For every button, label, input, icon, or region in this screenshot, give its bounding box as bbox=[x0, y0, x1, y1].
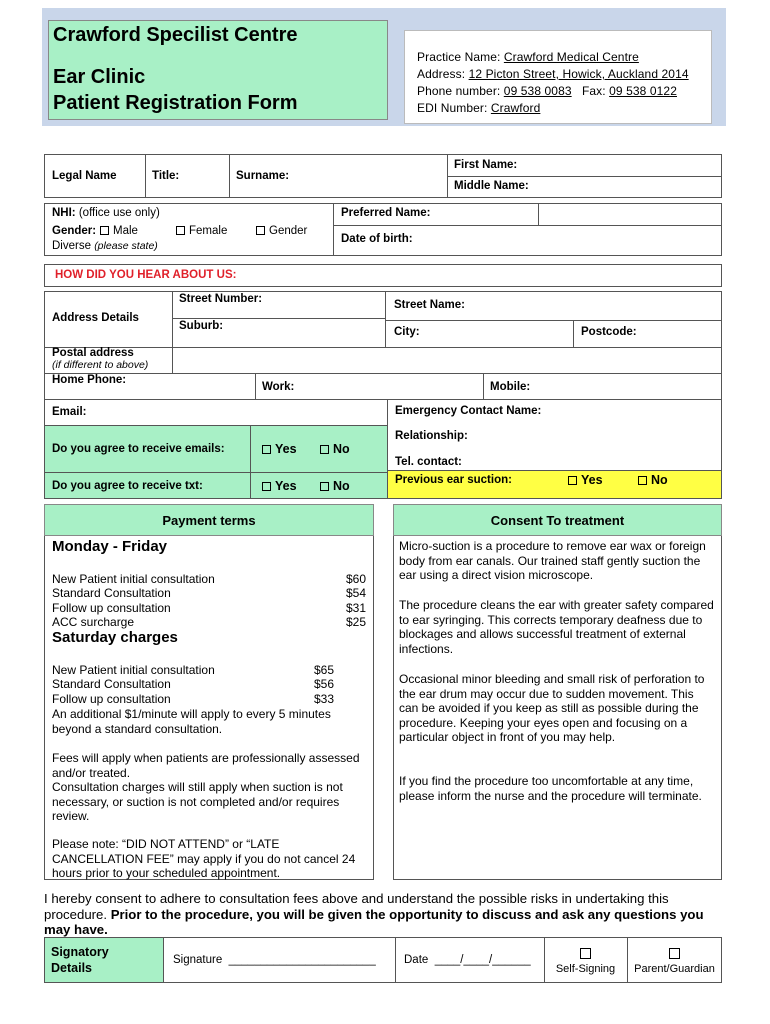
address-details-label: Address Details bbox=[52, 312, 139, 324]
centre-name: Crawford Specilist Centre bbox=[53, 24, 298, 46]
weekday-prices: $60 $54 $31 $25 bbox=[345, 571, 366, 630]
ear-suction-question: Previous ear suction: bbox=[395, 474, 512, 486]
parent-guardian-label: Parent/Guardian bbox=[634, 963, 715, 975]
txt-question: Do you agree to receive txt: bbox=[52, 480, 203, 492]
form-title: Patient Registration Form bbox=[53, 92, 298, 114]
surname-field[interactable]: Surname: bbox=[236, 170, 290, 182]
dob-field[interactable]: Date of birth: bbox=[341, 233, 413, 245]
suction-yes-checkbox[interactable]: Yes bbox=[568, 473, 603, 487]
emails-no-checkbox[interactable]: No bbox=[320, 442, 350, 456]
self-signing-label: Self-Signing bbox=[555, 963, 616, 975]
work-phone-field[interactable]: Work: bbox=[262, 381, 295, 393]
title-field[interactable]: Title: bbox=[152, 170, 180, 182]
legal-name-label: Legal Name bbox=[52, 170, 117, 182]
parent-guardian-checkbox[interactable] bbox=[627, 945, 722, 963]
middle-name-field[interactable]: Middle Name: bbox=[454, 180, 529, 192]
relationship-field[interactable]: Relationship: bbox=[395, 430, 468, 442]
female-checkbox[interactable]: Female bbox=[176, 225, 227, 237]
postal-note: (if different to above) bbox=[52, 359, 149, 371]
agreement-text: I hereby consent to adhere to consultation fees above and understand the possible risks in undertaking this procedure. Prior to the procedure, you will be given the opportunity to discuss and ask any questions you may have. bbox=[44, 891, 704, 937]
emails-yes-checkbox[interactable]: Yes bbox=[262, 442, 297, 456]
diverse-label: Diverse (please state) bbox=[52, 240, 158, 252]
practice-info-panel bbox=[404, 30, 712, 124]
mobile-field[interactable]: Mobile: bbox=[490, 381, 531, 393]
postal-address-field[interactable]: Postal address bbox=[52, 347, 134, 359]
preferred-name-field[interactable]: Preferred Name: bbox=[341, 207, 431, 219]
consent-para-2: The procedure cleans the ear with greater safety compared to ear syringing. This corrects temporary deafness due to blockages and allows successful treatment of external infections. bbox=[399, 598, 714, 656]
payment-note-2: Fees will apply when patients are professionally assessed and/or treated. bbox=[52, 751, 360, 780]
city-field[interactable]: City: bbox=[394, 326, 420, 338]
consent-heading: Consent To treatment bbox=[393, 504, 722, 536]
consent-para-4: If you find the procedure too uncomfortable at any time, please inform the nurse and the procedure will terminate. bbox=[399, 774, 702, 803]
suburb-field[interactable]: Suburb: bbox=[179, 320, 224, 332]
header-title-panel bbox=[48, 20, 388, 120]
phone-line: Phone number: 09 538 0083 Fax: 09 538 0122 bbox=[417, 84, 677, 98]
weekday-items: New Patient initial consultation Standard Consultation Follow up consultation ACC surcharge bbox=[52, 571, 215, 630]
consent-para-1: Micro-suction is a procedure to remove ear wax or foreign body from ear canals. Our trained staff gently suction the ear using a direct vision microscope. bbox=[399, 539, 706, 583]
txt-no-checkbox[interactable]: No bbox=[320, 479, 350, 493]
first-name-field[interactable]: First Name: bbox=[454, 159, 518, 171]
saturday-prices: $65 $56 $33 bbox=[313, 662, 334, 706]
address-line: Address: 12 Picton Street, Howick, Auckland 2014 bbox=[417, 67, 689, 81]
self-signing-checkbox[interactable] bbox=[544, 945, 627, 963]
practice-name-line: Practice Name: Crawford Medical Centre bbox=[417, 50, 639, 64]
gender-label: Gender: bbox=[52, 225, 97, 237]
hear-about-label: HOW DID YOU HEAR ABOUT US: bbox=[55, 269, 237, 281]
tel-contact-field[interactable]: Tel. contact: bbox=[395, 456, 462, 468]
signature-field[interactable]: Signature _______________________ bbox=[173, 954, 376, 966]
payment-note-3: Consultation charges will still apply when suction is not necessary, or suction is not completed and/or requires review. bbox=[52, 780, 343, 824]
signatory-label: Signatory Details bbox=[51, 945, 109, 975]
nhi-label: NHI: (office use only) bbox=[52, 207, 160, 219]
postcode-field[interactable]: Postcode: bbox=[581, 326, 637, 338]
saturday-items: New Patient initial consultation Standard Consultation Follow up consultation bbox=[52, 662, 215, 706]
street-name-field[interactable]: Street Name: bbox=[394, 299, 465, 311]
home-phone-field[interactable]: Home Phone: bbox=[52, 374, 127, 386]
edi-line: EDI Number: Crawford bbox=[417, 101, 541, 115]
emergency-contact-field[interactable]: Emergency Contact Name: bbox=[395, 405, 542, 417]
weekday-title: Monday - Friday bbox=[52, 538, 168, 555]
street-number-field[interactable]: Street Number: bbox=[179, 293, 263, 305]
payment-note-1: An additional $1/minute will apply to every 5 minutes beyond a standard consultation. bbox=[52, 707, 331, 736]
gender-diverse-checkbox[interactable]: Gender bbox=[256, 225, 307, 237]
emails-question: Do you agree to receive emails: bbox=[52, 443, 225, 455]
suction-no-checkbox[interactable]: No bbox=[638, 473, 668, 487]
saturday-title: Saturday charges bbox=[52, 629, 178, 646]
male-checkbox[interactable]: Male bbox=[100, 225, 138, 237]
txt-yes-checkbox[interactable]: Yes bbox=[262, 479, 297, 493]
payment-heading: Payment terms bbox=[44, 504, 374, 536]
consent-para-3: Occasional minor bleeding and small risk of perforation to the ear drum may occur due to sudden movement. This can be avoided if you keep as still as possible during the procedure. Keeping your eyes open and focusing on a particular object in front of you may help. bbox=[399, 672, 705, 745]
date-field[interactable]: Date ____/____/______ bbox=[404, 954, 531, 966]
clinic-name: Ear Clinic bbox=[53, 66, 146, 88]
payment-note-4: Please note: “DID NOT ATTEND” or “LATE CANCELLATION FEE” may apply if you do not cancel 24 hours prior to your scheduled appointment. bbox=[52, 837, 356, 881]
email-field[interactable]: Email: bbox=[52, 406, 87, 418]
